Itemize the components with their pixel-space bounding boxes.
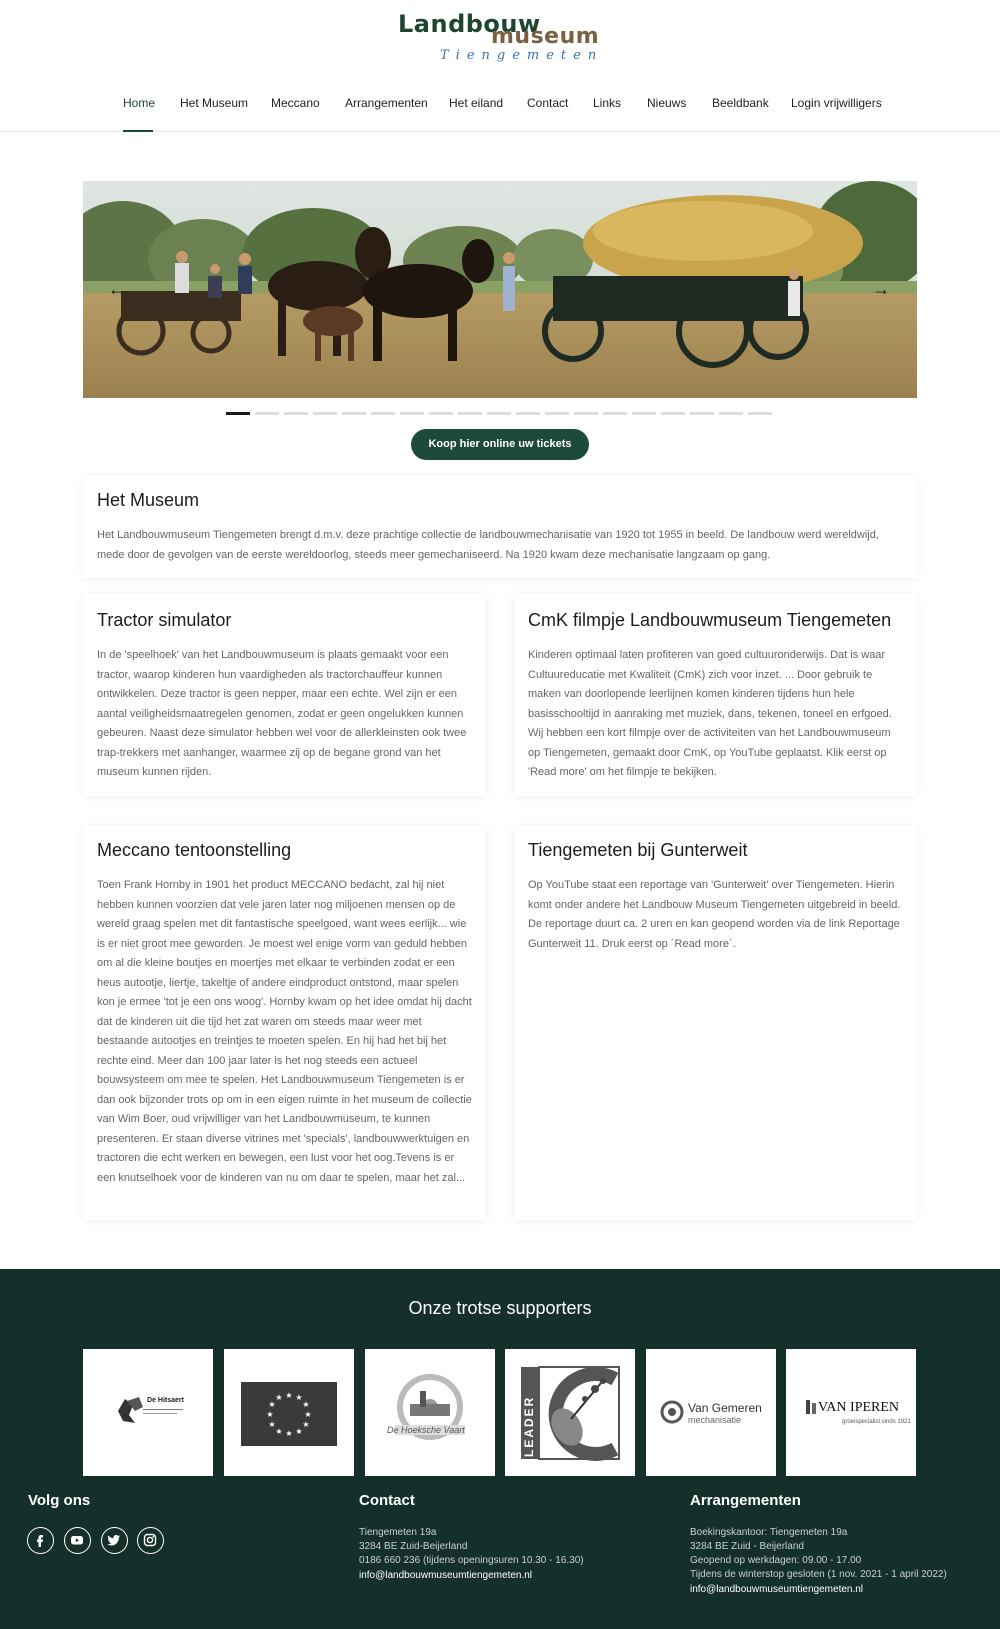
card-title: Meccano tentoonstelling [97, 840, 292, 860]
nav-meccano[interactable]: Meccano [271, 96, 320, 110]
card-tractor-simulator[interactable] [83, 594, 486, 796]
follow-us-title: Volg ons [28, 1492, 91, 1509]
nav-contact[interactable]: Contact [527, 96, 569, 110]
slider-dot[interactable] [487, 412, 511, 415]
arrangementen-title: Arrangementen [690, 1492, 801, 1509]
nav-het-eiland[interactable]: Het eiland [449, 96, 504, 110]
slider-dot[interactable] [313, 412, 337, 415]
arrangementen-line: 3284 BE Zuid - Beijerland [690, 1541, 804, 1552]
hero-slider[interactable] [83, 181, 917, 398]
card-text: Op YouTube staat een reportage van 'Gunterweit' over Tiengemeten. Hierin komt onder andere het Landbouw Museum Tiengemeten uitgebreid in beeld. De reportage duurt ca. 2 uren en kan geopend worden via de link Reportage Gunterweit 11. Druk eerst op ´Read more´. [528, 879, 901, 950]
slider-dot[interactable] [429, 412, 453, 415]
nav-login-vrijwilligers[interactable]: Login vrijwilligers [791, 96, 882, 110]
slider-dot[interactable] [516, 412, 540, 415]
arrangementen-email-link[interactable]: info@landbouwmuseumtiengemeten.nl [690, 1584, 864, 1595]
leader-logo-icon [505, 1349, 635, 1476]
site-logo[interactable] [396, 8, 606, 68]
slider-dot[interactable] [545, 412, 569, 415]
contact-title: Contact [359, 1492, 415, 1509]
sponsor-name: VAN IPEREN [818, 1400, 900, 1415]
slider-dot[interactable] [719, 412, 743, 415]
slider-dot[interactable] [661, 412, 685, 415]
card-title: CmK filmpje Landbouwmuseum Tiengemeten [528, 610, 892, 630]
svg-text:★: ★ [275, 1427, 283, 1436]
facebook-icon[interactable] [27, 1527, 54, 1554]
sponsor-van-iperen[interactable] [786, 1349, 916, 1476]
nav-nieuws[interactable]: Nieuws [647, 96, 687, 110]
main-nav [0, 96, 1000, 132]
hitsaert-logo-icon [83, 1349, 213, 1476]
sponsor-sub: mechanisatie [688, 1415, 742, 1425]
hoeksche-vaart-logo-icon [365, 1349, 495, 1476]
logo-word-tiengemeten: Tiengemeten [440, 48, 604, 63]
card-text: Het Landbouwmuseum Tiengemeten brengt d.m.v. deze prachtige collectie de landbouwmechanisatie van 1920 tot 1955 in beeld. De landbouw werd wereldwijd, mede door de gevolgen van de eerste wereldoorlog, steeds meer gemechaniseerd. Na 1920 kwam deze mechanisatie langzaam op gang. [97, 529, 879, 561]
sponsor-name: De Hitsaert [147, 1397, 184, 1404]
svg-text:★: ★ [268, 1420, 276, 1429]
slider-next-arrow-icon[interactable]: → [872, 279, 890, 299]
site-footer [0, 1269, 1000, 1629]
sponsor-name: LEADER [522, 1395, 536, 1457]
slider-dot[interactable] [748, 412, 772, 415]
nav-links[interactable]: Links [593, 96, 622, 110]
card-title: Tiengemeten bij Gunterweit [528, 840, 748, 860]
card-het-museum[interactable] [83, 476, 917, 578]
card-title: Tractor simulator [97, 610, 232, 630]
card-text: Toen Frank Hornby in 1901 het product MECCANO bedacht, zal hij niet hebben kunnen voorzien dat vele jaren later nog miljoenen mensen op de wereld graag spelen met dit fantastische speelgoed, want wees eerlijk... wie is er niet groot mee geworden. Je moest wel enige vorm van geduld hebben om al die kleine boutjes en moertjes met elkaar te verbinden zodat er een heus autootje, liertje, takeltje of andere eindproduct ontstond, maar spelen kon je ermee 'tot je een ons woog'. Hornby kwam op het idee omdat hij dacht dat de kinderen uit die tijd het zat waren om steeds maar weer met bestaande autootjes en treintjes te moeten spelen. En hij had het bij het rechte eind. Meer dan 100 jaar later is het nog steeds een actueel bouwsysteem om mee te spelen. Het Landbouwmuseum Tiengemeten is er dan ook bijzonder trots op om in een eigen ruimte in het museum de collectie van Wim Boer, oud vrijwilliger van het Landbouwmuseum, te kunnen presenteren. Er staan diverse vitrines met 'specials', landbouwwerktuigen en tractoren die echt werken en bewegen, een lust voor het oog.Tevens is er een knutselhoek voor de kinderen van nu om daar te spelen, maar het zal... [97, 879, 472, 1184]
slider-dot[interactable] [400, 412, 424, 415]
svg-text:★: ★ [295, 1427, 303, 1436]
sponsor-leader[interactable] [505, 1349, 635, 1476]
card-tiengemeten-gunterweit[interactable] [514, 826, 917, 1220]
hero-image [83, 181, 917, 398]
card-text: In de 'speelhoek' van het Landbouwmuseum is plaats gemaakt voor een tractor, waarop kinderen hun vaardigheden als tractorchauffeur kunnen ontwikkelen. Deze tractor is geen nepper, maar een echte. Wel zijn er een aantal veiligheidsmaatregelen genomen, zodat er geen ongelukken kunnen gebeuren. Naast deze simulator hebben wel voor de allerkleinsten ook twee trap-trekkers met aanhanger, waarmee zij op de begane grond van het museum kunnen rijden. [97, 649, 467, 778]
contact-email-link[interactable]: info@landbouwmuseumtiengemeten.nl [359, 1570, 533, 1581]
slider-pagination [226, 412, 786, 416]
card-cmk-filmpje[interactable] [514, 594, 917, 796]
sponsor-sub: groeispecialist sinds 1921 [842, 1419, 911, 1425]
svg-text:★: ★ [266, 1410, 274, 1419]
slider-dot[interactable] [255, 412, 279, 415]
slider-prev-arrow-icon[interactable]: ← [108, 279, 126, 299]
nav-beeldbank[interactable]: Beeldbank [712, 96, 769, 110]
svg-text:★: ★ [302, 1400, 310, 1409]
slider-dot[interactable] [284, 412, 308, 415]
slider-dot[interactable] [632, 412, 656, 415]
instagram-icon[interactable] [137, 1527, 164, 1554]
sponsor-de-hoeksche-vaart[interactable] [365, 1349, 495, 1476]
svg-text:★: ★ [295, 1393, 303, 1402]
slider-dot[interactable] [371, 412, 395, 415]
nav-active-indicator [123, 130, 153, 132]
slider-dot[interactable] [603, 412, 627, 415]
sponsor-eu-flag[interactable] [224, 1349, 354, 1476]
svg-text:★: ★ [304, 1410, 312, 1419]
contact-phone-line[interactable]: 0186 660 236 (tijdens openingsuren 10.30 - 16.30) [359, 1555, 584, 1566]
contact-address-line: Tiengemeten 19a [359, 1527, 437, 1538]
logo-word-museum: museum [491, 24, 600, 49]
nav-het-museum[interactable]: Het Museum [180, 96, 249, 110]
contact-postcode-line: 3284 BE Zuid-Beijerland [359, 1541, 468, 1552]
svg-text:★: ★ [302, 1420, 310, 1429]
supporters-title: Onze trotse supporters [408, 1298, 592, 1318]
nav-home[interactable]: Home [123, 96, 156, 110]
svg-text:★: ★ [285, 1429, 293, 1438]
card-meccano-tentoonstelling[interactable] [83, 826, 486, 1220]
eu-flag-icon [224, 1349, 354, 1476]
slider-dot[interactable] [690, 412, 714, 415]
slider-dot[interactable] [574, 412, 598, 415]
arrangementen-line: Boekingskantoor: Tiengemeten 19a [690, 1527, 848, 1538]
twitter-icon[interactable] [101, 1527, 128, 1554]
svg-text:★: ★ [275, 1393, 283, 1402]
sponsor-de-hitsaert[interactable] [83, 1349, 213, 1476]
sponsor-name: De Hoeksche Vaart [387, 1425, 465, 1435]
youtube-icon[interactable] [64, 1527, 91, 1554]
svg-text:★: ★ [268, 1400, 276, 1409]
arrangementen-line: Tijdens de winterstop gesloten (1 nov. 2021 - 1 april 2022) [690, 1569, 947, 1580]
nav-arrangementen[interactable]: Arrangementen [345, 96, 428, 110]
site-header [0, 0, 1000, 132]
slider-dot[interactable] [226, 412, 250, 415]
sponsor-name: Van Gemeren [688, 1401, 762, 1415]
card-title: Het Museum [97, 490, 200, 510]
svg-text:★: ★ [285, 1391, 293, 1400]
arrangementen-line: Geopend op werkdagen: 09.00 - 17.00 [690, 1555, 862, 1566]
card-text: Kinderen optimaal laten profiteren van goed cultuuronderwijs. Dat is waar Cultuureducatie met Kwaliteit (CmK) zich voor inzet. ... Door gebruik te maken van doorlopende leerlijnen komen kinderen tijdens hun hele basisschooltijd in aanraking met muziek, dans, tekenen, toneel en erfgoed. Wij hebben een kort filmpje over de activiteiten van het Landbouwmuseum op Tiengemeten, gemaakt door CmK, op YouTube geplaatst. Klik eerst op 'Read more' om het filmpje te bekijken. [528, 649, 892, 778]
sponsor-van-gemeren[interactable] [646, 1349, 776, 1476]
slider-dot[interactable] [458, 412, 482, 415]
buy-tickets-button[interactable]: Koop hier online uw tickets [411, 429, 589, 460]
slider-dot[interactable] [342, 412, 366, 415]
logo-word-landbouw: Landbouw [398, 10, 541, 38]
